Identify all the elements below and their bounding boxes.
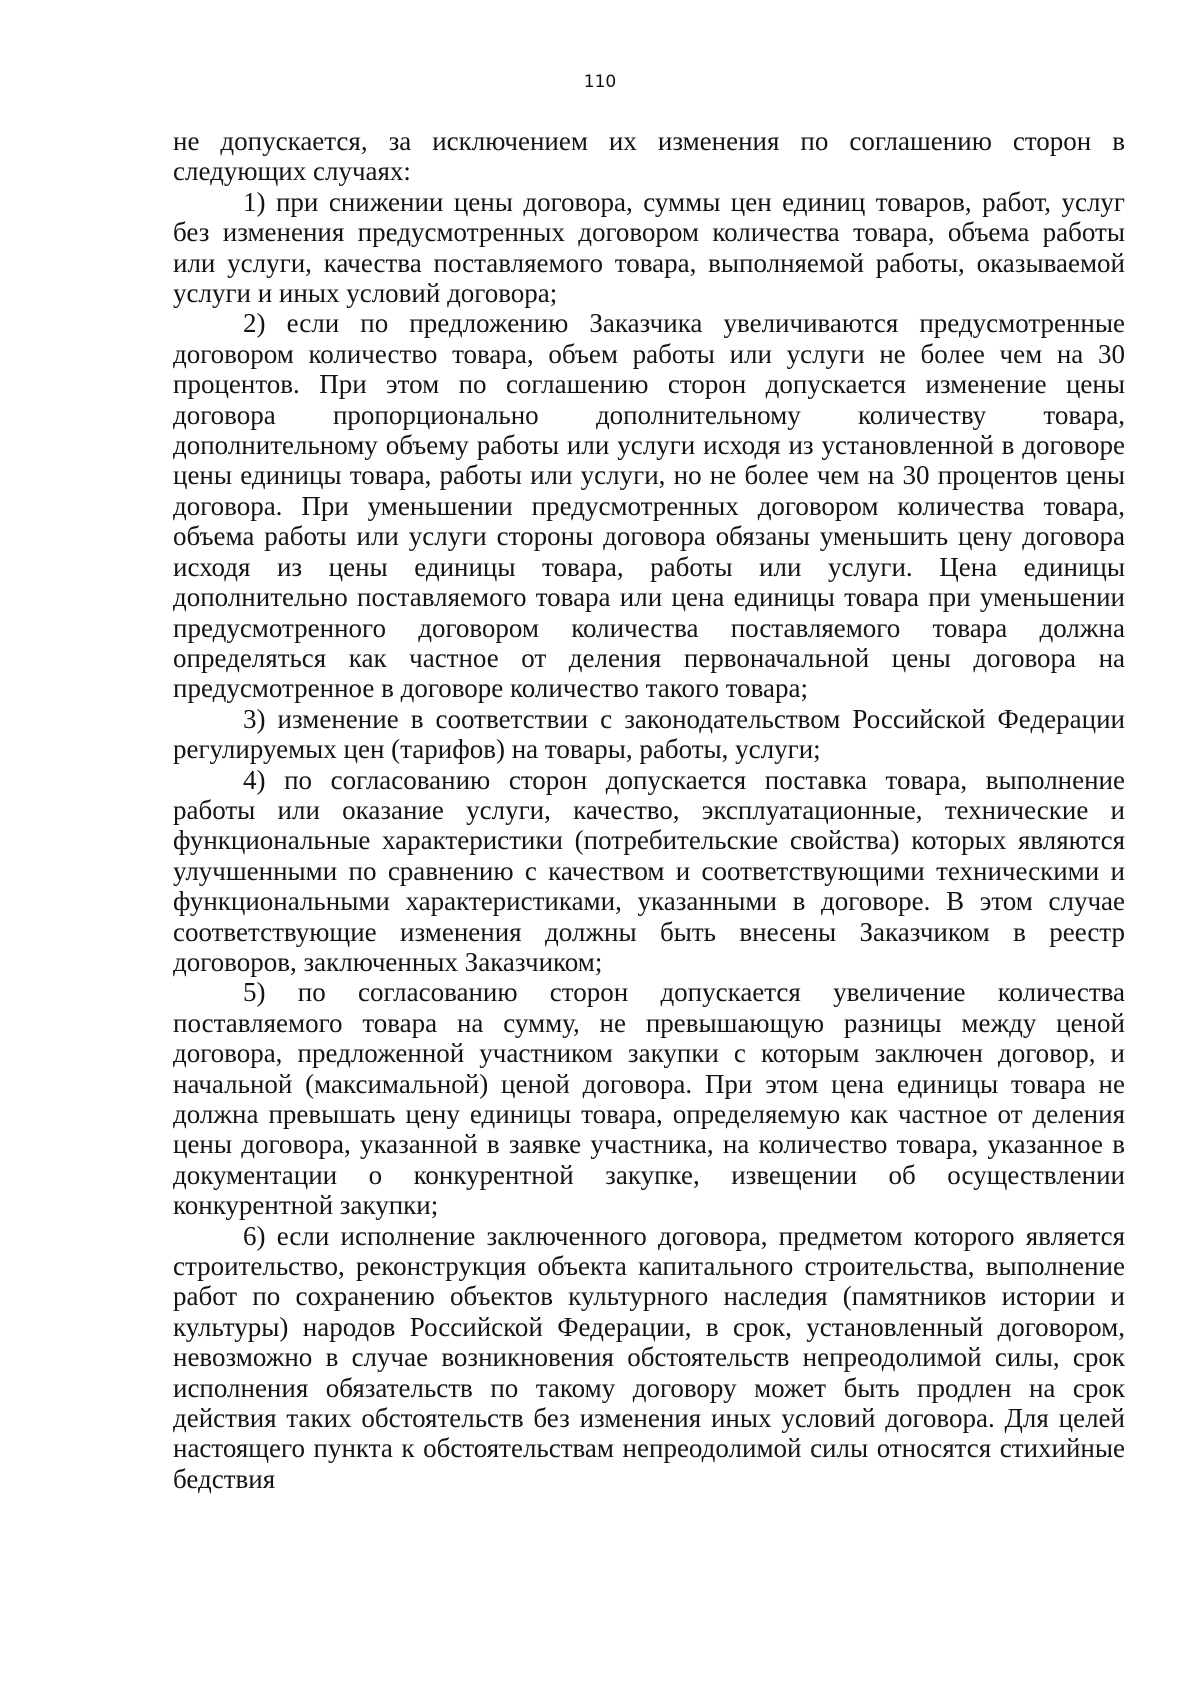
paragraph-item-2: 2) если по предложению Заказчика увеличиваются предусмотренные договором количество товара, объем работы или услуги не более чем на 30 процентов. При этом по соглашению сторон допускается изменение цены договора пропорционально дополнительному количеству товара, дополнительному объему работы или услуги исходя из установленной в договоре цены единицы товара, работы или услуги, но не более чем на 30 процентов цены договора. При уменьшении предусмотренных договором количества товара, объема работы или услуги стороны договора обязаны уменьшить цену договора исходя из цены единицы товара, работы или услуги. Цена единицы дополнительно поставляемого товара или цена единицы товара при уменьшении предусмотренного договором количества поставляемого товара должна определяться как частное от деления первоначальной цены договора на предусмотренное в договоре количество такого товара; <box>173 308 1125 704</box>
paragraph-item-4: 4) по согласованию сторон допускается поставка товара, выполнение работы или оказание услуги, качество, эксплуатационные, технические и функциональные характеристики (потребительские свойства) которых являются улучшенными по сравнению с качеством и соответствующими техническими и функциональными характеристиками, указанными в договоре. В этом случае соответствующие изменения должны быть внесены Заказчиком в реестр договоров, заключенных Заказчиком; <box>173 764 1125 977</box>
page-number: 110 <box>583 72 617 92</box>
paragraph-item-6: 6) если исполнение заключенного договора, предметом которого является строительство, реконструкция объекта капитального строительства, выполнение работ по сохранению объектов культурного наследия (памятников истории и культуры) народов Российской Федерации, в срок, установленный договором, невозможно в случае возникновения обстоятельств непреодолимой силы, срок исполнения обязательств по такому договору может быть продлен на срок действия таких обстоятельств без изменения иных условий договора. Для целей настоящего пункта к обстоятельствам непреодолимой силы относятся стихийные бедствия <box>173 1220 1125 1494</box>
paragraph-item-1: 1) при снижении цены договора, суммы цен единиц товаров, работ, услуг без изменения предусмотренных договором количества товара, объема работы или услуги, качества поставляемого товара, выполняемой работы, оказываемой услуги и иных условий договора; <box>173 186 1125 309</box>
paragraph-item-5: 5) по согласованию сторон допускается увеличение количества поставляемого товара на сумму, не превышающую разницы между ценой договора, предложенной участником закупки с которым заключен договор, и начальной (максимальной) ценой договора. При этом цена единицы товара не должна превышать цену единицы товара, определяемую как частное от деления цены договора, указанной в заявке участника, на количество товара, указанное в документации о конкурентной закупке, извещении об осуществлении конкурентной закупки; <box>173 977 1125 1221</box>
paragraph-item-3: 3) изменение в соответствии с законодательством Российской Федерации регулируемых цен (тарифов) на товары, работы, услуги; <box>173 703 1125 765</box>
document-body <box>173 126 1125 1494</box>
paragraph-intro: не допускается, за исключением их изменения по соглашению сторон в следующих случаях: <box>173 126 1125 187</box>
